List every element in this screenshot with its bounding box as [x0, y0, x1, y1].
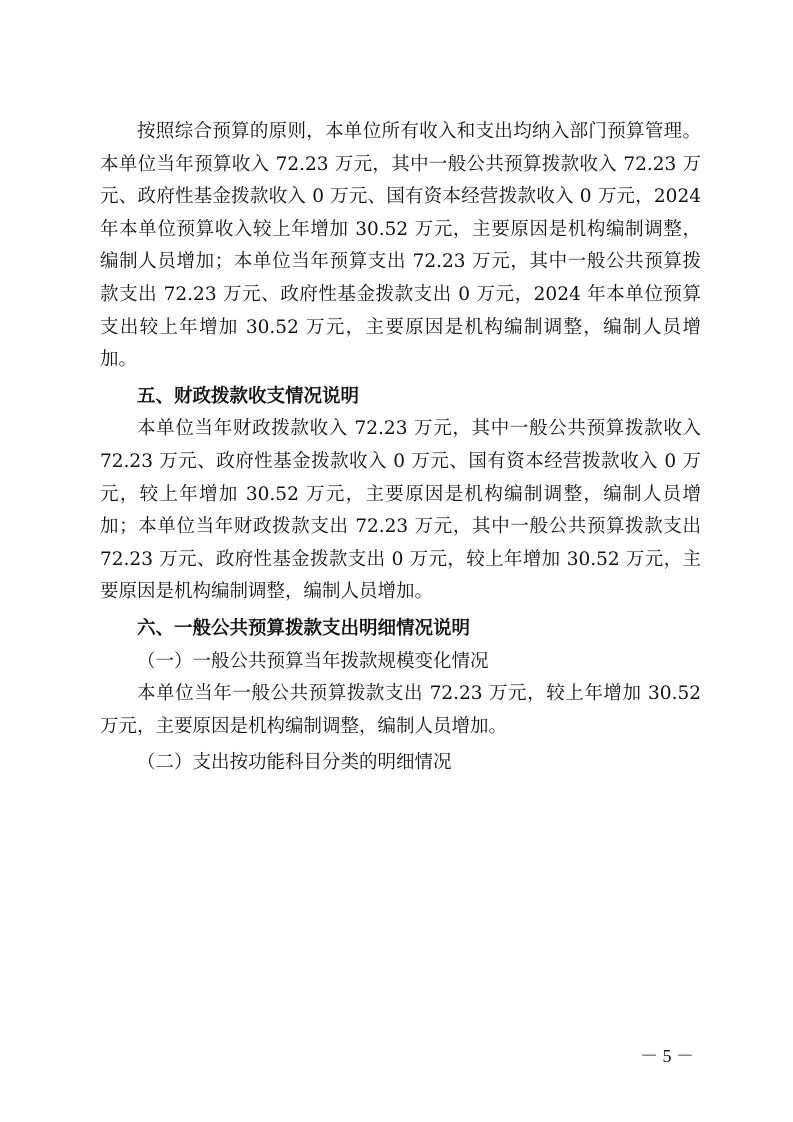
- paragraph-general-budget-change: 本单位当年一般公共预算拨款支出 72.23 万元，较上年增加 30.52 万元，主要原因是机构编制调整，编制人员增加。: [100, 683, 701, 737]
- section-heading-5: 五、财政拨款收支情况说明: [137, 385, 360, 407]
- subsection-heading-2: （二）支出按功能科目分类的明细情况: [137, 752, 452, 774]
- paragraph-fiscal-allocation: 本单位当年财政拨款收入 72.23 万元，其中一般公共预算拨款收入 72.23 万元、政府性基金拨款收入 0 万元、国有资本经营拨款收入 0 万元，较上年增加 30.52 万元，主要原因是机构编制调整，编制人员增加；本单位当年财政拨款支出 72.23 万元，其中一般公共预算拨款支出 72.23 万元、政府性基金拨款支出 0 万元，较上年增加 30.52 万元，主要原因是机构编制调整，编制人员增加。: [100, 418, 701, 603]
- subsection-heading-1: （一）一般公共预算当年拨款规模变化情况: [137, 650, 489, 672]
- document-body: [100, 116, 701, 780]
- page-number: － 5 －: [640, 1046, 694, 1066]
- paragraph-budget-overview: 按照综合预算的原则，本单位所有收入和支出均纳入部门预算管理。本单位当年预算收入 72.23 万元，其中一般公共预算拨款收入 72.23 万元、政府性基金拨款收入 0 万元、国有资本经营拨款收入 0 万元，2024 年本单位预算收入较上年增加 30.52 万元，主要原因是机构编制调整，编制人员增加；本单位当年预算支出 72.23 万元，其中一般公共预算拨款支出 72.23 万元、政府性基金拨款支出 0 万元，2024 年本单位预算支出较上年增加 30.52 万元，主要原因是机构编制调整，编制人员增加。: [100, 121, 701, 371]
- section-heading-6: 六、一般公共预算拨款支出明细情况说明: [137, 617, 471, 639]
